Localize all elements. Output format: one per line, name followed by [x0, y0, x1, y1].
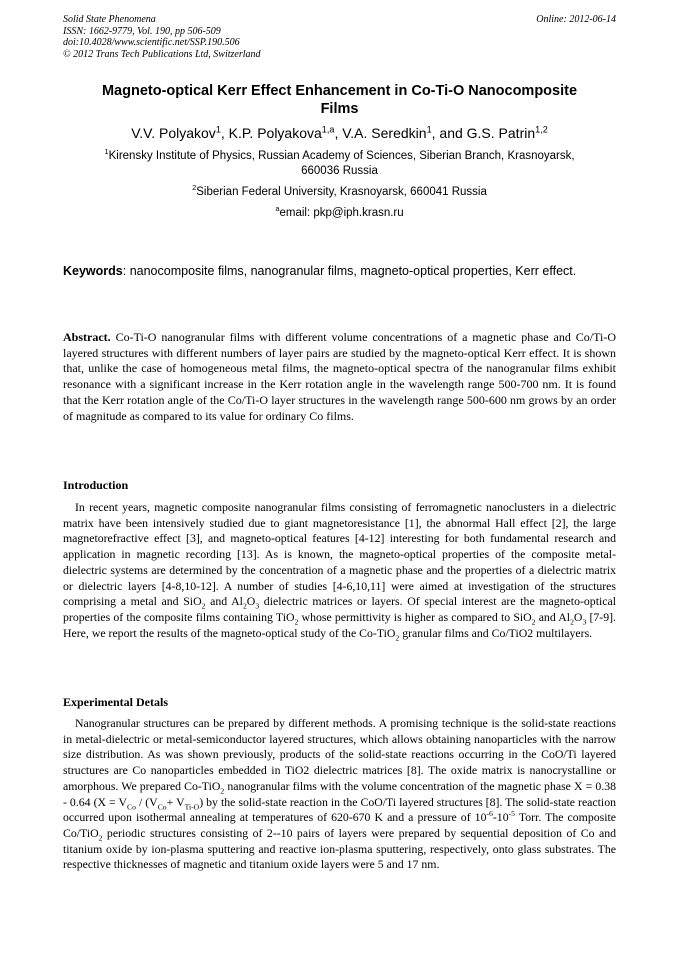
email-text: email: pkp@iph.krasn.ru: [279, 207, 404, 219]
author-name: V.A. Seredkin: [342, 125, 427, 141]
journal-issn: ISSN: 1662-9779, Vol. 190, pp 506-509: [63, 25, 221, 37]
text-run: nanogranular films with the volume concentration of the magnetic phase X = 0.38 - 0.64 (X = V: [63, 778, 616, 809]
superscript: -6: [486, 809, 493, 819]
author-list: [63, 124, 616, 142]
affil-text: Kirensky Institute of Physics, Russian Academy of Sciences, Siberian Branch, Krasnoyarsk,: [108, 150, 575, 162]
journal-copyright: © 2012 Trans Tech Publications Ltd, Switzerland: [63, 48, 261, 60]
affil-text: Siberian Federal University, Krasnoyarsk, 660041 Russia: [196, 186, 487, 198]
subscript: 3: [255, 601, 260, 611]
subscript: 2: [98, 833, 103, 843]
text-run: granular films and Co/TiO2 multilayers.: [399, 625, 593, 640]
affil-text: 660036 Russia: [301, 165, 378, 177]
author-separator: ,: [220, 125, 229, 141]
journal-header: [63, 14, 616, 60]
experimental-paragraph: [63, 716, 616, 873]
author-email: [63, 206, 616, 221]
text-run: + V: [166, 794, 185, 809]
text-run: whose permittivity is higher as compared to SiO: [298, 609, 532, 624]
subscript: 2: [294, 617, 299, 627]
author-affil-mark: 1: [426, 124, 432, 135]
author-affil-mark: 1,a: [321, 124, 335, 135]
text-run: Torr. The composite Co/TiO: [63, 810, 616, 840]
section-heading-introduction: Introduction: [63, 478, 129, 492]
text-run: and Al: [535, 609, 571, 624]
journal-name: Solid State Phenomena: [63, 14, 156, 25]
affiliation-1: [63, 149, 616, 179]
journal-doi: doi:10.4028/www.scientific.net/SSP.190.506: [63, 37, 240, 48]
keywords-text: : nanocomposite films, nanogranular films, magneto-optical properties, Kerr effect.: [122, 264, 577, 278]
email-mark: a: [275, 204, 280, 214]
text-run: Nanogranular structures can be prepared by different methods. A promising technique is the solid-state reactions in metal-dielectric or metal-semiconductor layered structures, which allows obtaining nanoparticles with the narrow size distribution. As was shown previously, products of the solid-state reactions occurring in the CoO/Ti layered structures are Co nanoparticles embedded in TiO2 dielectric matrices [8]. The oxide matrix is nanocrystalline or amorphous. We prepared Co-TiO: [63, 716, 616, 793]
subscript: Ti-O: [184, 801, 200, 811]
affil-mark: 2: [192, 183, 197, 193]
text-run: / (V: [135, 794, 158, 809]
subscript: 2: [220, 786, 225, 796]
author-separator: ,: [334, 125, 343, 141]
keywords: [63, 263, 616, 279]
title-line-1: Magneto-optical Kerr Effect Enhancement in Co-Ti-O Nanocomposite: [101, 83, 578, 99]
author-affil-mark: 1,2: [535, 124, 548, 135]
abstract-text: Co-Ti-O nanogranular films with different volume concentrations of a magnetic phase and Co/Ti-O layered structures with different numbers of layer pairs are studied by the magneto-optical Kerr effect. It is shown that, unlike the case of homogeneous metal films, the magneto-optical spectra of the nanogranular films exhibit resonance with a significant increase in the Kerr rotation angle in the wavelength range 500-700 nm. It is found that the Kerr rotation angle of the Co/Ti-O layer structures in the wavelength range 500-600 nm grows by an order of magnitude as compared to its value for ordinary Co films.: [63, 330, 616, 423]
subscript: Co: [157, 801, 167, 811]
introduction-paragraph: [63, 500, 616, 641]
text-run: O: [573, 609, 583, 624]
author-name: G.S. Patrin: [466, 125, 536, 141]
author-name: K.P. Polyakova: [228, 125, 322, 141]
section-heading-experimental: Experimental Detals: [63, 695, 168, 709]
text-run: ) by the solid-state reaction in the CoO/Ti layered structures [8]. The solid-state reaction occurred upon isothermal annealing at temperatures of 620-670 K and a pressure of 10: [63, 794, 616, 825]
abstract-label: Abstract.: [63, 330, 111, 344]
superscript: -5: [508, 809, 515, 819]
author-affil-mark: 1: [215, 124, 221, 135]
paper-title: [63, 82, 616, 118]
subscript: 2: [201, 601, 206, 611]
text-run: dielectric matrices or layers. Of special interest are the magneto-optical properties of the composite films containing TiO: [63, 594, 616, 624]
subscript: 2: [531, 617, 536, 627]
author-name: V.V. Polyakov: [131, 125, 216, 141]
affiliation-2: [63, 185, 616, 200]
abstract: [63, 330, 616, 424]
affil-mark: 1: [104, 147, 109, 157]
online-date: Online: 2012-06-14: [536, 14, 616, 25]
text-run: O: [246, 594, 256, 609]
text-run: periodic structures consisting of 2--10 pairs of layers were prepared by sequential deposition of Co and titanium oxide by ion-plasma sputtering and reactive ion-plasma sputtering, respectively, onto glass substrates. The respective thicknesses of magnetic and titanium oxide layers were 5 and 17 nm.: [63, 825, 616, 872]
subscript: 2: [395, 632, 400, 642]
subscript: 3: [582, 617, 587, 627]
text-run: -10: [492, 810, 509, 825]
text-run: and Al: [205, 594, 243, 609]
subscript: 2: [242, 601, 247, 611]
text-run: In recent years, magnetic composite nanogranular films consisting of ferromagnetic nanoclusters in a dielectric matrix have been intensively studied due to giant magnetoresistance [1], the abnormal Hall effect [2], the large magnetorefractive effect [3], and magneto-optical features [4-12] interesting for both fundamental research and application in magnetic recording [13]. As is known, the magneto-optical properties of the composite metal-dielectric systems are determined by the concentration of a magnetic phase and the properties of a dielectric matrix or dielectric layers [4-8,10-12]. A number of studies [4-6,10,11] were aimed at investigation of the structures comprising a metal and SiO: [63, 500, 616, 609]
title-line-2: Films: [320, 101, 359, 117]
author-separator: , and: [431, 125, 467, 141]
text-run: [7-9]. Here, we report the results of the magneto-optical study of the Co-TiO: [63, 609, 616, 640]
keywords-label: Keywords: [63, 264, 123, 278]
subscript: Co: [127, 801, 136, 811]
subscript: 2: [570, 617, 574, 627]
